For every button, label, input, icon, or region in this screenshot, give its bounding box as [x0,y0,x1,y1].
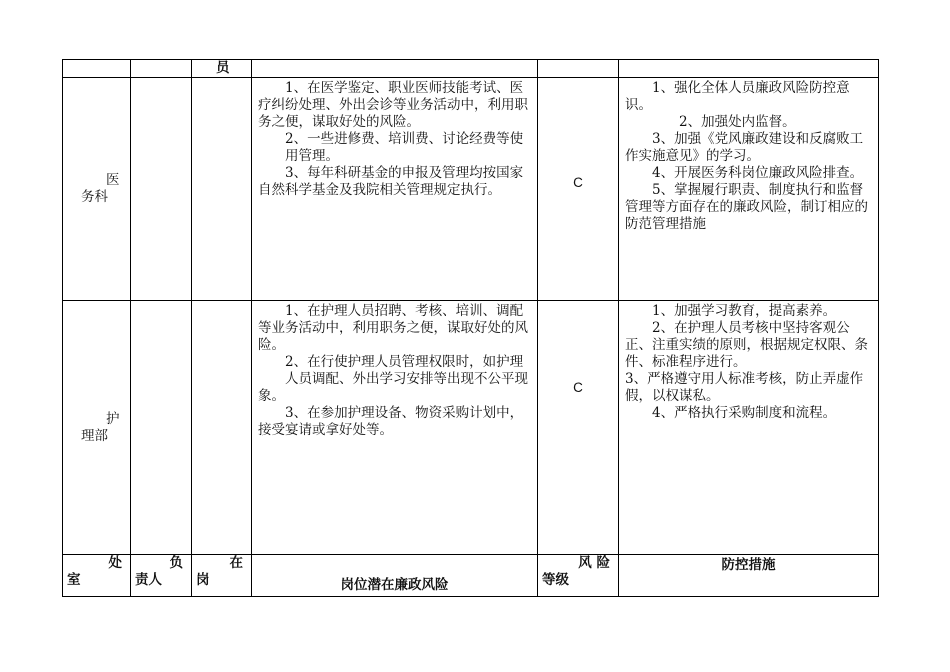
cell-risk-grade [538,78,619,301]
cell-department [63,78,131,301]
cell-risks [252,78,538,301]
measure-item: 2、加强处内监督。 [679,114,796,130]
risk-grade: C [573,175,583,190]
cell-risks [252,301,538,555]
risk-item: 人员调配、外出学习安排等出现不公平现象。 [258,371,528,404]
measure-item: 3、严格遵守用人标准考核，防止弄虚作假，以权谋私。 [625,371,864,404]
table-row-medical [63,78,879,301]
cell-department [63,301,131,555]
measure-item: 5、掌握履行职责、制度执行和监督管理等方面存在的廉政风险，制订相应的防范管理措施 [625,182,868,232]
measure-item: 4、开展医务科岗位廉政风险排查。 [652,165,864,181]
risk-item: 2、在行使护理人员管理权限时，如护理 [285,354,524,370]
risk-item: 1、在医学鉴定、职业医师技能考试、医疗纠纷处理、外出会诊等业务活动中，利用职务之便，谋取好处的风险。 [258,80,528,130]
department-name: 医 务科 [81,172,120,205]
measure-item: 3、加强《党风廉政建设和反腐败工作实施意见》的学习。 [625,131,864,164]
risk-table [62,59,879,597]
cell-empty [538,60,619,78]
post-label-continued: 员 [216,60,230,76]
risk-item: 3、每年科研基金的申报及管理均按国家自然科学基金及我院相关管理规定执行。 [258,165,524,198]
cell-empty [131,60,192,78]
table-row-continuation [63,60,879,78]
measure-item: 1、强化全体人员廉政风险防控意识。 [625,80,850,113]
cell-empty [619,60,879,78]
header-responsible-person: 负 责人 [131,555,192,597]
cell-risk-grade [538,301,619,555]
cell-empty [63,60,131,78]
risk-grade: C [573,380,583,395]
header-prevention-measures: 防控措施 [619,555,879,597]
measure-item: 2、在护理人员考核中坚持客观公正、注重实绩的原则，根据规定权限、条件、标准程序进行。 [625,320,868,370]
cell-measures [619,301,879,555]
table-row-nursing [63,301,879,555]
risk-item: 3、在参加护理设备、物资采购计划中，接受宴请或拿好处等。 [258,405,524,438]
header-potential-risks: 岗位潜在廉政风险 [252,555,538,597]
cell-post [192,301,252,555]
cell-measures [619,78,879,301]
header-department: 处 室 [63,555,131,597]
risk-item: 1、在护理人员招聘、考核、培训、调配等业务活动中，利用职务之便，谋取好处的风险。 [258,303,528,353]
table-header-row [63,555,879,597]
measure-item: 1、加强学习教育，提高素养。 [652,303,837,319]
cell-responsible-person [131,78,192,301]
measure-item: 4、严格执行采购制度和流程。 [652,405,837,421]
risk-item: 用管理。 [285,148,339,164]
cell-responsible-person [131,301,192,555]
cell-post [192,78,252,301]
header-risk-grade: 风 险 等级 [538,555,619,597]
risk-item: 2、一些进修费、培训费、讨论经费等使 [285,131,524,147]
cell-post-label [192,60,252,78]
cell-empty [252,60,538,78]
header-post: 在 岗 [192,555,252,597]
department-name: 护 理部 [81,410,120,444]
